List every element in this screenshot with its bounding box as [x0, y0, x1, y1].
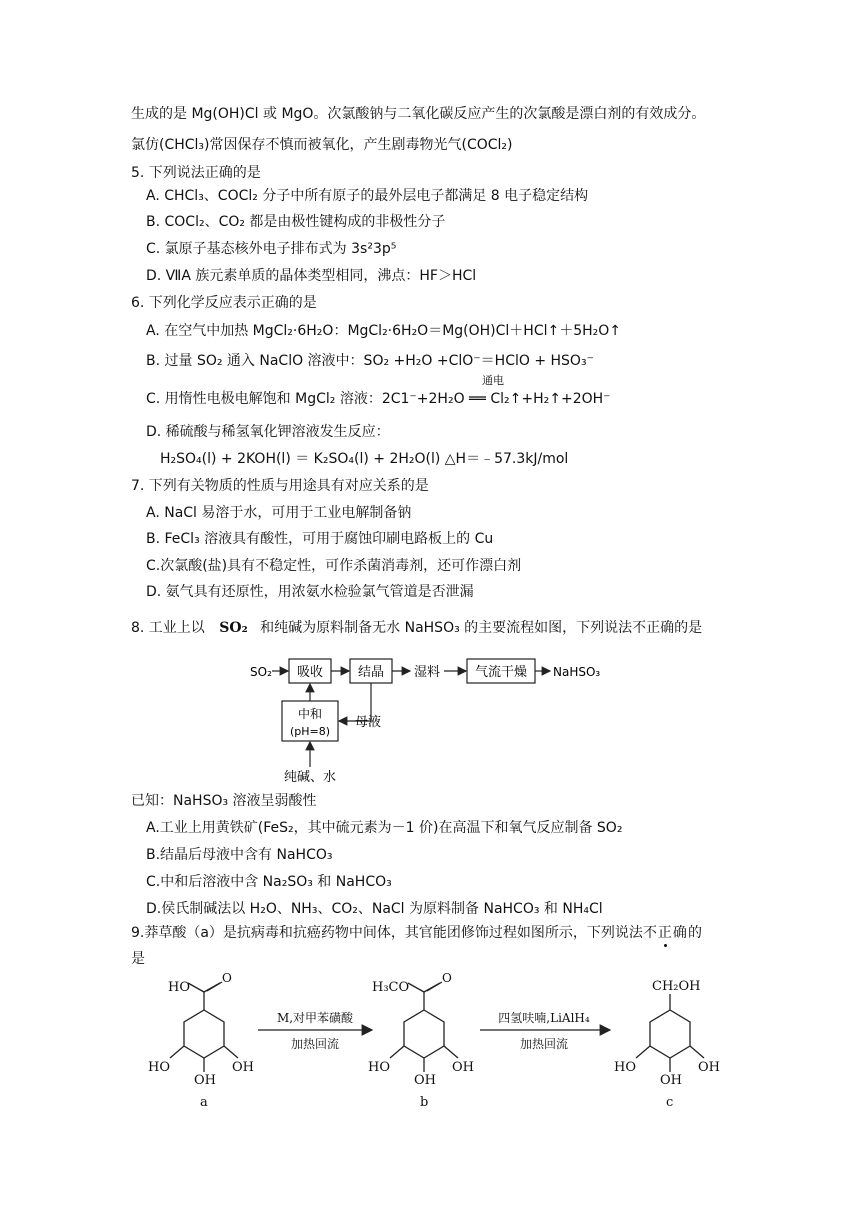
- q7-option-b: B. FeCl₃ 溶液具有酸性，可用于腐蚀印刷电路板上的 Cu: [146, 531, 494, 547]
- b-carbonyl-o: O: [442, 971, 452, 985]
- molecule-b: [390, 982, 458, 1072]
- flow-crystallize: 结晶: [357, 665, 385, 680]
- c-oh-bottom: OH: [660, 1073, 682, 1088]
- q6-option-c: C. 用惰性电极电解饱和 MgCl₂ 溶液：2C1⁻+2H₂O ══ Cl₂↑+H₂↑+2OH⁻: [146, 391, 611, 407]
- label-c: c: [666, 1095, 674, 1110]
- q9-stem-line-2: 是: [131, 951, 145, 967]
- q8-option-b: B.结晶后母液中含有 NaHCO₃: [146, 847, 333, 863]
- a-ho-left: HO: [148, 1060, 170, 1075]
- molecule-c: [636, 994, 704, 1072]
- molecule-a: [170, 982, 238, 1072]
- q9-stem: [131, 924, 702, 942]
- q7-option-c: C.次氯酸(盐)具有不稳定性，可作杀菌消毒剂，还可作漂白剂: [146, 558, 522, 574]
- q5-stem: 5. 下列说法正确的是: [131, 165, 261, 181]
- flow-neutralize-2: (pH=8): [289, 725, 331, 738]
- q8-option-c: C.中和后溶液中含 Na₂SO₃ 和 NaHCO₃: [146, 874, 392, 890]
- flow-product: NaHSO₃: [553, 665, 601, 679]
- q8-stem-formula: SO₂: [219, 620, 248, 636]
- a-top-group: HO: [168, 980, 190, 995]
- q6-option-a: A. 在空气中加热 MgCl₂·6H₂O：MgCl₂·6H₂O＝Mg(OH)Cl＋HCl↑＋5H₂O↑: [146, 323, 622, 339]
- c-top-group: CH₂OH: [652, 979, 701, 994]
- q6-c-condition: 通电: [482, 374, 504, 387]
- flow-neutralize-1: 中和: [297, 707, 323, 721]
- b-top-group: H₃CO: [372, 980, 410, 995]
- q7-option-d: D. 氨气具有还原性，用浓氨水检验氯气管道是否泄漏: [146, 584, 474, 600]
- c-ho-left: HO: [614, 1060, 636, 1075]
- q8-option-d: D.侯氏制碱法以 H₂O、NH₃、CO₂、NaCl 为原料制备 NaHCO₃ 和 NH₄Cl: [146, 901, 603, 917]
- b-oh-right: OH: [452, 1060, 474, 1075]
- q6-stem: 6. 下列化学反应表示正确的是: [131, 295, 317, 311]
- a-oh-bottom: OH: [194, 1073, 216, 1088]
- step2-reagent: 四氢呋喃,LiAlH₄: [498, 1011, 590, 1025]
- q8-stem-post: 和纯碱为原料制备无水 NaHSO₃ 的主要流程如图，下列说法不正确的是: [260, 620, 703, 636]
- q8-stem-pre: 8. 工业上以: [131, 620, 205, 636]
- q8-known: 已知：NaHSO₃ 溶液呈弱酸性: [131, 793, 317, 809]
- flow-start: SO₂: [250, 665, 272, 679]
- q5-option-b: B. COCl₂、CO₂ 都是由极性键构成的非极性分子: [146, 214, 446, 230]
- q8-option-a: A.工业上用黄铁矿(FeS₂，其中硫元素为－1 价)在高温下和氧气反应制备 SO₂: [146, 820, 623, 836]
- q6-option-d: D. 稀硫酸与稀氢氧化钾溶液发生反应：: [146, 424, 390, 440]
- intro-line-2: 氯仿(CHCl₃)常因保存不慎而被氧化，产生剧毒物光气(COCl₂): [131, 137, 513, 153]
- q5-option-a: A. CHCl₃、COCl₂ 分子中所有原子的最外层电子都满足 8 电子稳定结构: [146, 188, 589, 204]
- q6-d-equation: H₂SO₄(l) + 2KOH(l) ＝ K₂SO₄(l) + 2H₂O(l) △H＝﹣57.3kJ/mol: [160, 451, 569, 467]
- q8-flow-diagram: [246, 655, 636, 785]
- label-a: a: [200, 1095, 208, 1110]
- q7-option-a: A. NaCl 易溶于水，可用于工业电解制备钠: [146, 505, 412, 521]
- a-carbonyl-o: O: [222, 971, 232, 985]
- label-b: b: [420, 1095, 429, 1110]
- q9-stem-post: 的: [687, 925, 702, 941]
- q5-option-d: D. ⅦA 族元素单质的晶体类型相同，沸点：HF＞HCl: [146, 268, 477, 284]
- a-oh-right: OH: [232, 1060, 254, 1075]
- step2-condition: 加热回流: [519, 1037, 569, 1051]
- q9-stem-emphasis: 不正确: [642, 925, 688, 941]
- b-oh-bottom: OH: [414, 1073, 436, 1088]
- q7-stem: 7. 下列有关物质的性质与用途具有对应关系的是: [131, 478, 429, 494]
- flow-wet: 湿料: [413, 665, 441, 680]
- q5-option-c: C. 氯原子基态核外电子排布式为 3s²3p⁵: [146, 241, 397, 257]
- q8-stem: [131, 619, 702, 637]
- q9-reaction-scheme: [140, 968, 760, 1113]
- b-ho-left: HO: [368, 1060, 390, 1075]
- q9-stem-pre: 9.莽草酸（a）是抗病毒和抗癌药物中间体，其官能团修饰过程如图所示，下列说法: [131, 925, 643, 941]
- step1-reagent: M,对甲苯磺酸: [276, 1011, 354, 1025]
- c-oh-right: OH: [698, 1060, 720, 1075]
- flow-dry: 气流干燥: [474, 665, 528, 680]
- flow-raw: 纯碱、水: [283, 770, 337, 785]
- q6-option-b: B. 过量 SO₂ 通入 NaClO 溶液中：SO₂ +H₂O +ClO⁻＝HClO + HSO₃⁻: [146, 353, 594, 369]
- step1-condition: 加热回流: [290, 1037, 340, 1051]
- flow-absorb: 吸收: [296, 665, 324, 680]
- intro-line-1: 生成的是 Mg(OH)Cl 或 MgO。次氯酸钠与二氧化碳反应产生的次氯酸是漂白剂的有效成分。: [131, 106, 706, 122]
- flow-mother-liquor: 母液: [355, 715, 382, 730]
